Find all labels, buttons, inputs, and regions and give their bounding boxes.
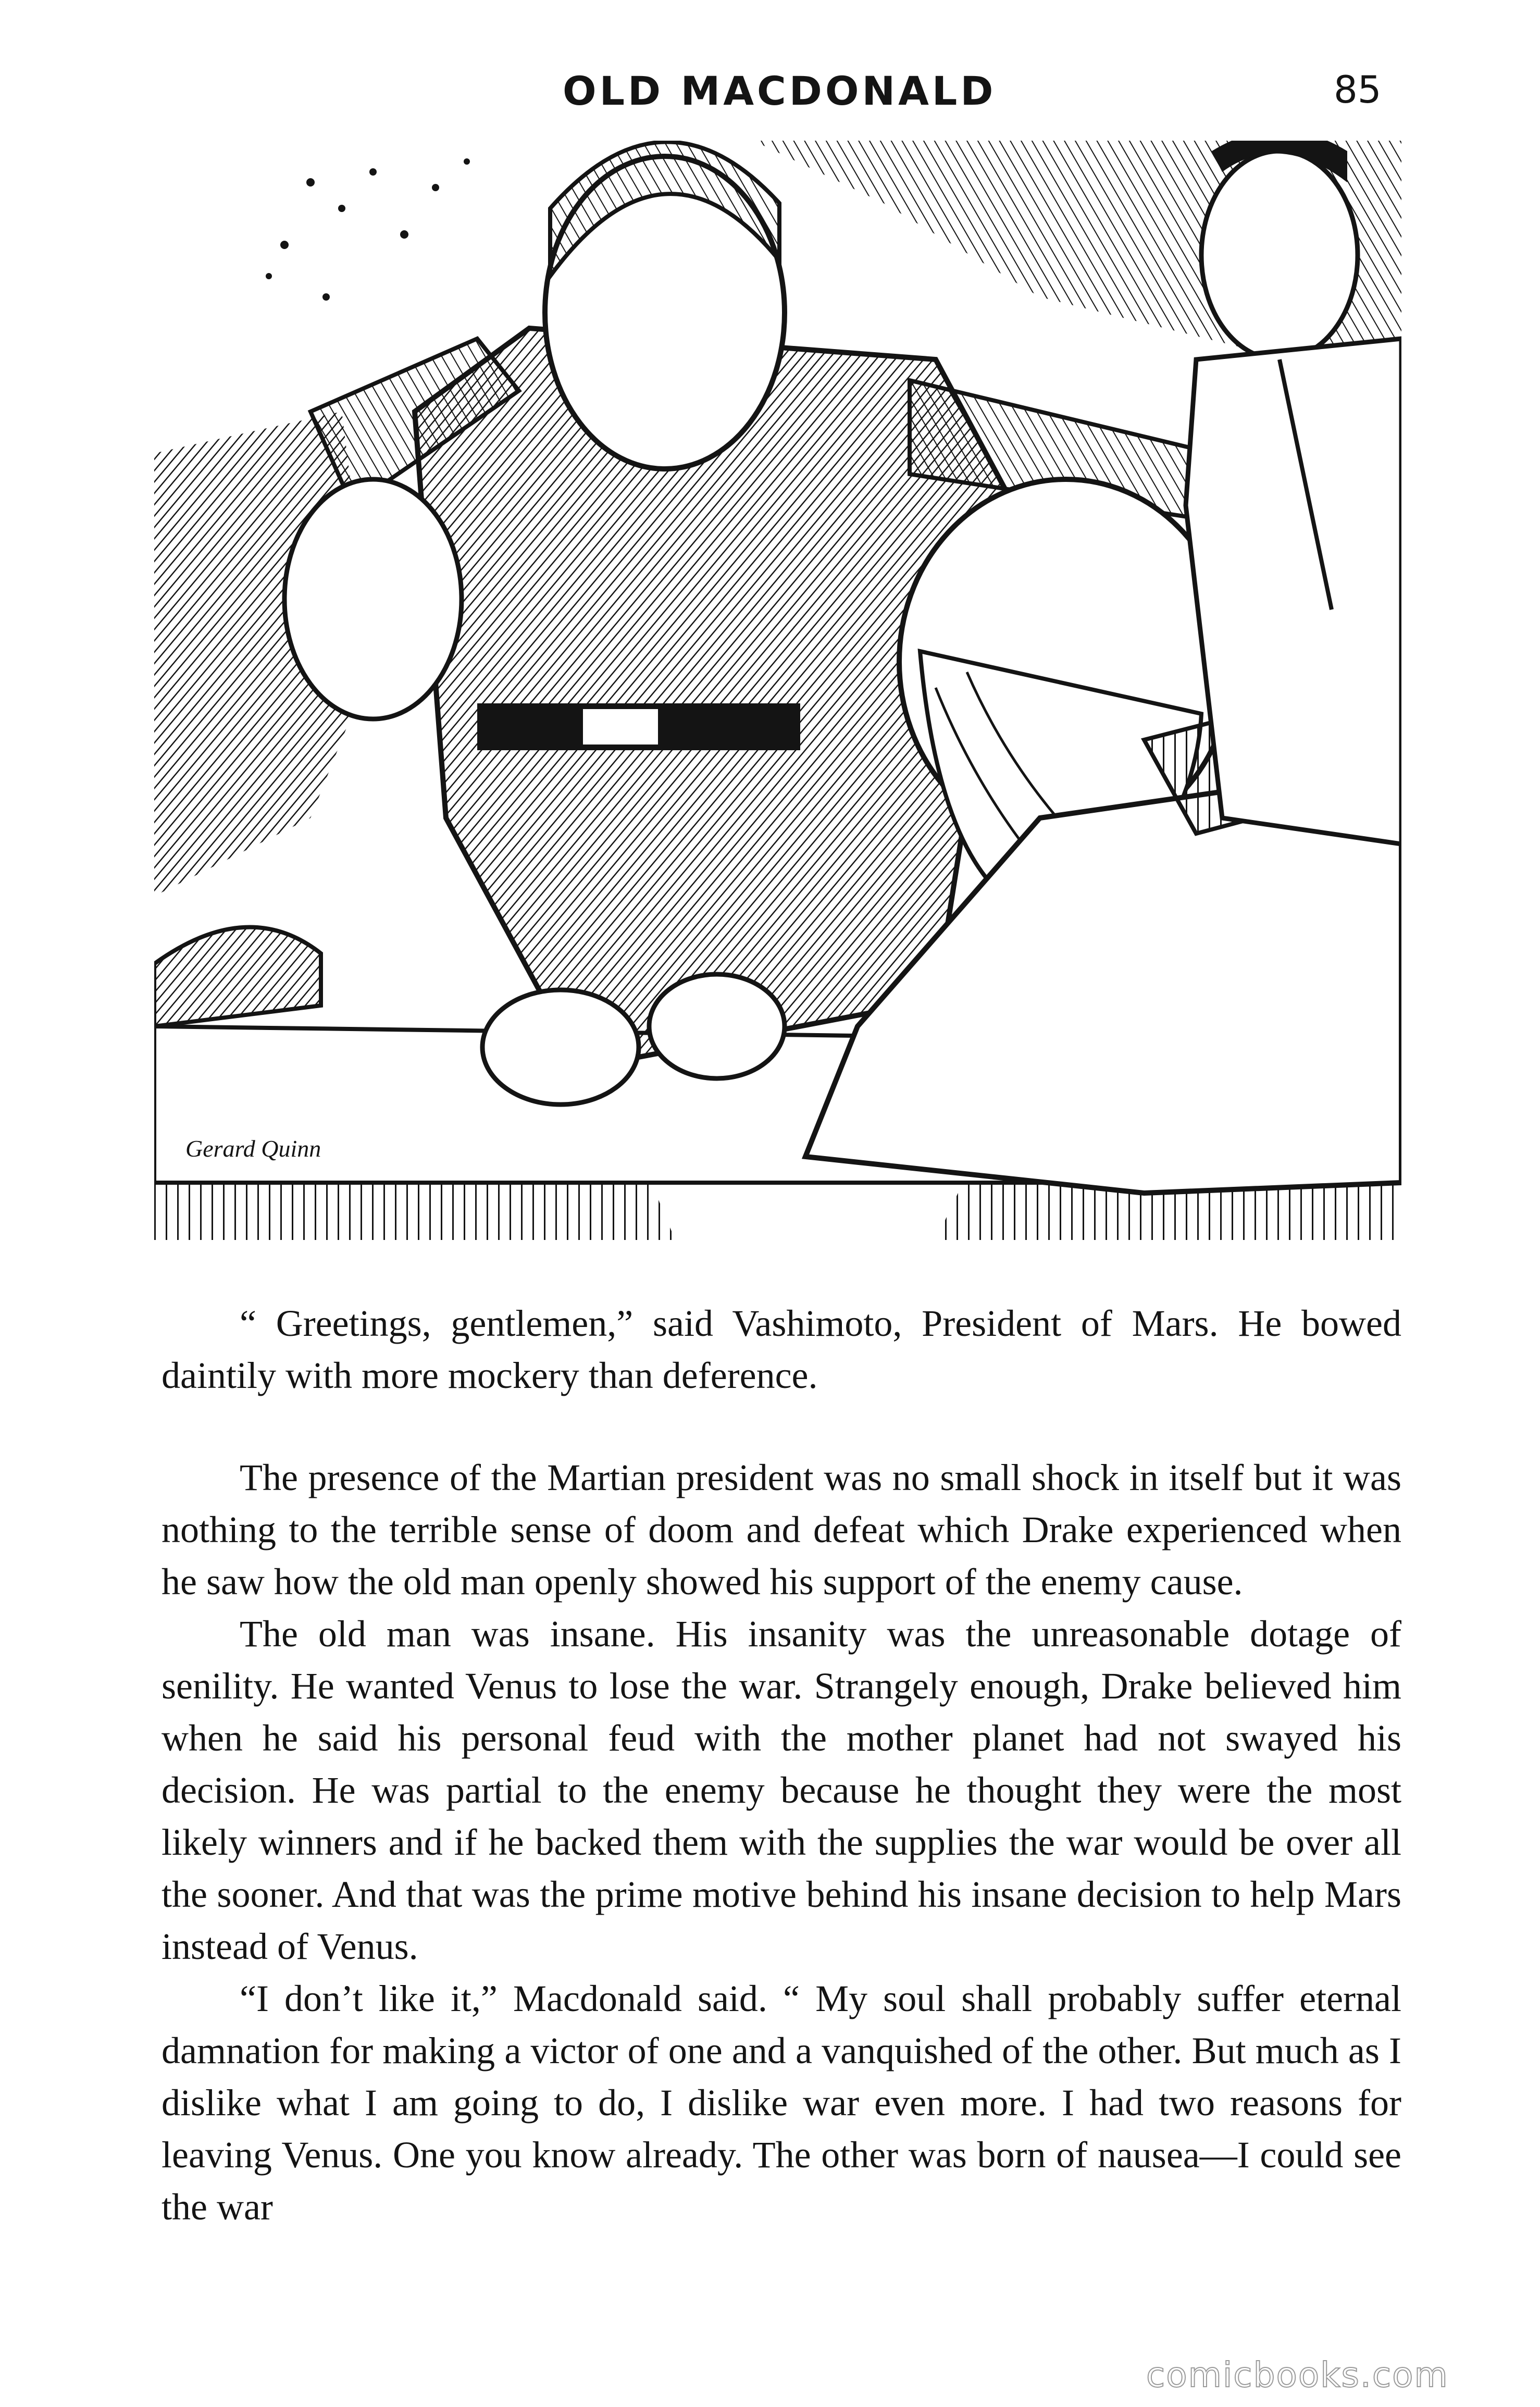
body-text (162, 1297, 1401, 2233)
running-title: OLD MACDONALD (563, 68, 997, 114)
paragraph: The presence of the Martian president was no small shock in itself but it was nothing to the terrible sense of doom and defeat which Drake experienced when he saw how the old man openly showed his support of the enemy cause. (162, 1457, 1401, 1603)
paragraph: The old man was insane. His insanity was the unreasonable dotage of senility. He wanted Venus to lose the war. Strangely enough, Drake believed him when he said his personal feud with the mother planet had not swayed his decision. He was partial to the enemy because he thought they were the most likely winners and if he backed them with the supplies the war would be over all the sooner. And that was the prime motive behind his insane decision to help Mars instead of Venus. (162, 1613, 1401, 1967)
illustration (154, 141, 1401, 1240)
running-head (0, 63, 1540, 125)
artist-signature: Gerard Quinn (185, 1135, 321, 1162)
paragraph: “ Greetings, gentlemen,” said Vashimoto, President of Mars. He bowed daintily with more mockery than deference. (162, 1302, 1401, 1396)
illustration-icon (154, 141, 1401, 1240)
watermark: comicbooks.com (1146, 2355, 1449, 2395)
paragraph: “I don’t like it,” Macdonald said. “ My soul shall probably suffer eternal damnation for making a victor of one and a vanquished of the other. But much as I dislike what I am going to do, I dislike war even more. I had two reasons for leaving Venus. One you know already. The other was born of nausea—I could see the war (162, 1978, 1401, 2228)
page-number: 85 (1334, 68, 1382, 111)
